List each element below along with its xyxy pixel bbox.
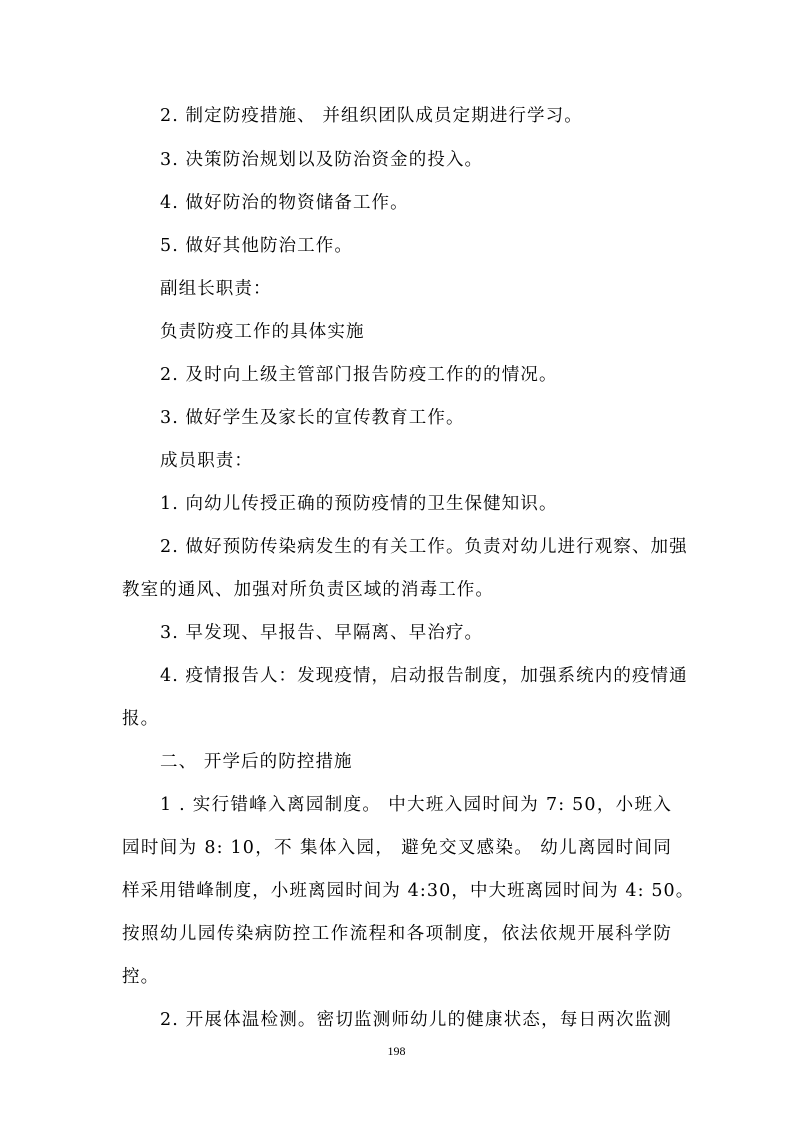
- page-number: 198: [387, 1044, 406, 1058]
- text-line: 2. 及时向上级主管部门报告防疫工作的的情况。: [160, 365, 558, 385]
- text-line: 3. 做好学生及家长的宣传教育工作。: [160, 408, 465, 428]
- text-line: 教室的通风、加强对所负责区域的消毒工作。: [122, 580, 494, 600]
- section-heading: 二、 开学后的防控措施: [160, 752, 353, 772]
- text-line: 1. 向幼儿传授正确的预防疫情的卫生保健知识。: [160, 494, 558, 514]
- text-line: 样采用错峰制度，小班离园时间为 4:30，中大班离园时间为 4: 50。: [122, 881, 695, 901]
- text-line: 1 . 实行错峰入离园制度。 中大班入园时间为 7: 50，小班入: [160, 795, 672, 815]
- text-line: 报。: [122, 709, 160, 729]
- text-line: 2. 开展体温检测。密切监测师幼儿的健康状态，每日两次监测: [160, 1010, 672, 1030]
- text-line: 控。: [122, 967, 160, 987]
- text-line: 3. 决策防治规划以及防治资金的投入。: [160, 150, 484, 170]
- text-line: 2. 做好预防传染病发生的有关工作。负责对幼儿进行观察、加强: [160, 537, 688, 557]
- text-line: 3. 早发现、早报告、早隔离、早治疗。: [160, 623, 484, 643]
- text-line: 4. 做好防治的物资储备工作。: [160, 193, 409, 213]
- text-line: 2. 制定防疫措施、 并组织团队成员定期进行学习。: [160, 106, 583, 126]
- section-heading: 副组长职责：: [160, 279, 272, 299]
- text-line: 5. 做好其他防治工作。: [160, 236, 353, 256]
- text-line: 按照幼儿园传染病防控工作流程和各项制度，依法依规开展科学防: [122, 924, 672, 944]
- text-line: 负责防疫工作的具体实施: [160, 322, 365, 342]
- section-heading: 成员职责：: [160, 451, 253, 471]
- text-line: 4. 疫情报告人：发现疫情，启动报告制度，加强系统内的疫情通: [160, 666, 688, 686]
- text-line: 园时间为 8: 10，不 集体入园， 避免交叉感染。 幼儿离园时间同: [122, 838, 672, 858]
